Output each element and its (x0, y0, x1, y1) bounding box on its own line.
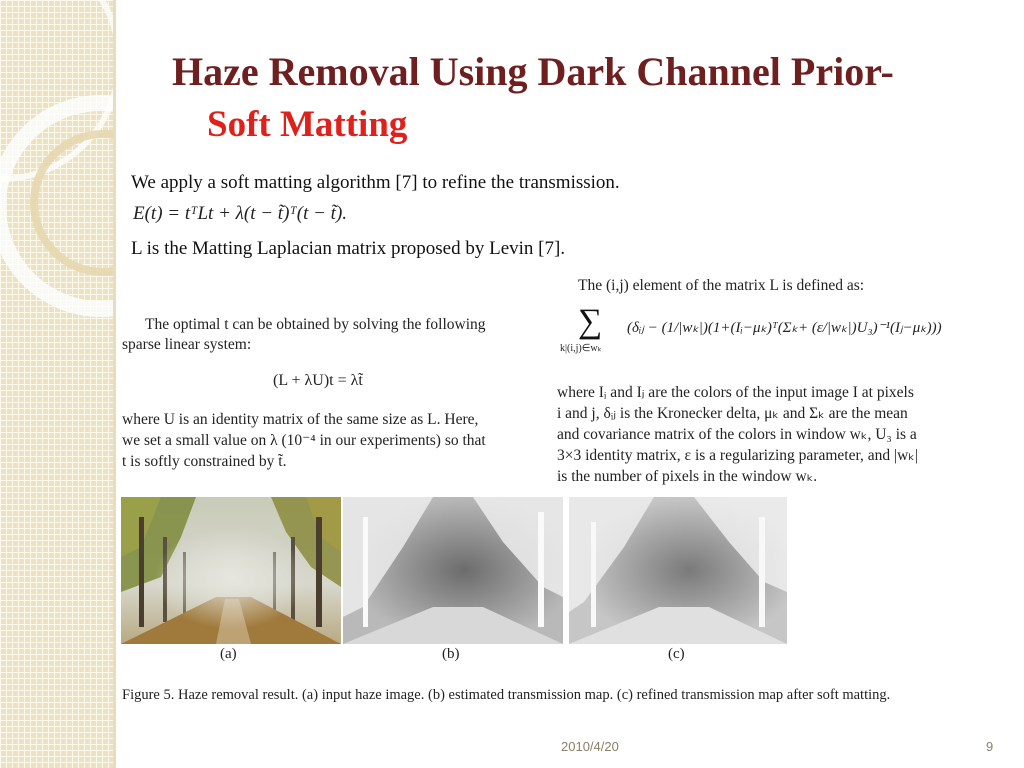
slide-subtitle: Soft Matting (207, 104, 408, 145)
page-number: 9 (986, 739, 994, 754)
snippet-text: where U is an identity matrix of the same size as L. Here, (122, 411, 479, 428)
figure-label-a: (a) (220, 646, 237, 662)
figure-caption: Figure 5. Haze removal result. (a) input haze image. (b) estimated transmission map. (c) refined transmission map after soft matting. (122, 687, 891, 703)
linear-system-equation: (L + λU)t = λt̃ (273, 372, 363, 389)
snippet-text: The optimal t can be obtained by solving the following (145, 316, 486, 333)
snippet-text: where Iᵢ and Iⱼ are the colors of the input image I at pixels (557, 384, 914, 401)
summation-index: k|(i,j)∈wₖ (560, 343, 602, 354)
figure-label-c: (c) (668, 646, 685, 662)
snippet-text: t is softly constrained by t̃. (122, 453, 287, 470)
sidebar-divider (113, 0, 116, 768)
snippet-text: is the number of pixels in the window wₖ. (557, 468, 818, 485)
estimated-transmission-map (343, 497, 563, 644)
snippet-text: The (i,j) element of the matrix L is defined as: (578, 277, 865, 294)
energy-equation: E(t) = tᵀLt + λ(t − t̃)ᵀ(t − t̃). (133, 203, 348, 224)
body-line-1: We apply a soft matting algorithm [7] to refine the transmission. (131, 172, 620, 193)
summation-symbol: ∑ (578, 303, 603, 340)
footer-date: 2010/4/20 (561, 739, 619, 754)
body-line-2: L is the Matting Laplacian matrix proposed by Levin [7]. (131, 238, 566, 259)
snippet-text: i and j, δᵢⱼ is the Kronecker delta, μₖ and Σₖ are the mean (557, 405, 908, 422)
haze-input-image (121, 497, 341, 644)
snippet-text: and covariance matrix of the colors in window wₖ, U₃ is a (557, 426, 917, 443)
snippet-text: 3×3 identity matrix, ε is a regularizing parameter, and |wₖ| (557, 447, 919, 464)
laplacian-formula: (δᵢⱼ − (1/|wₖ|)(1+(Iᵢ−μₖ)ᵀ(Σₖ+ (ε/|wₖ|)U₃)⁻¹(Iⱼ−μₖ))) (627, 320, 942, 336)
slide-title: Haze Removal Using Dark Channel Prior- (172, 49, 894, 94)
decorative-sidebar (0, 0, 113, 768)
refined-transmission-map (569, 497, 787, 644)
snippet-text: sparse linear system: (122, 336, 252, 353)
snippet-text: we set a small value on λ (10⁻⁴ in our experiments) so that (122, 432, 486, 449)
figure-label-b: (b) (442, 646, 460, 662)
